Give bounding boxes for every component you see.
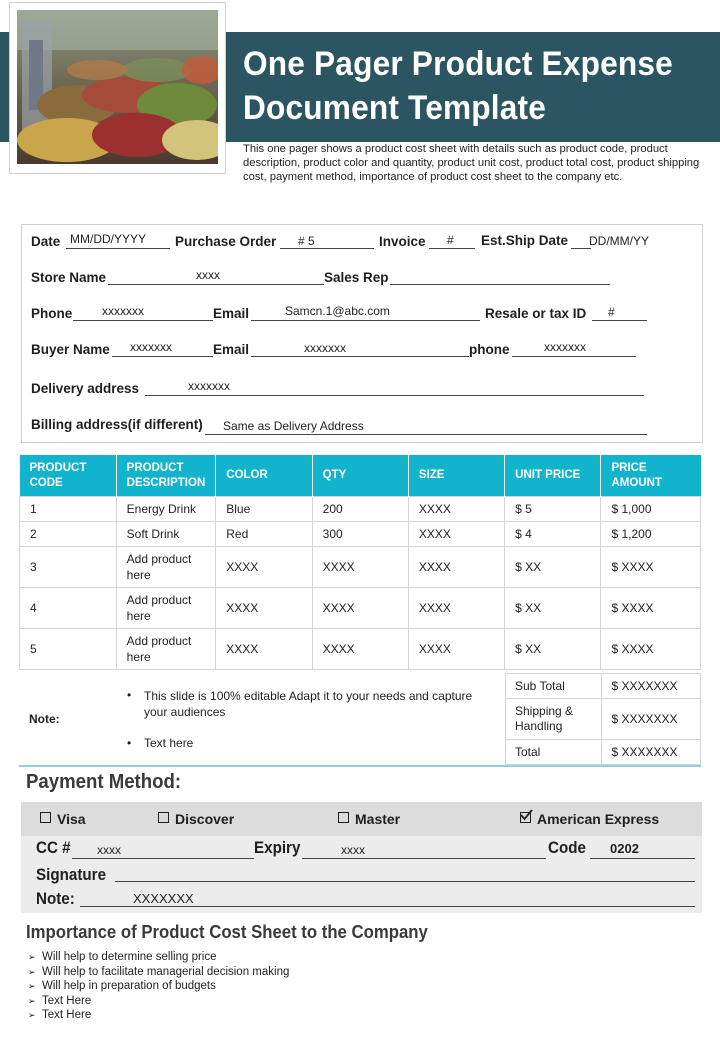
payment-note-label: Note: (36, 890, 75, 908)
signature-label: Signature (36, 866, 107, 884)
cell[interactable]: $ XX (505, 588, 601, 629)
cell[interactable]: $ XXXX (601, 588, 701, 629)
phone-value: xxxxxxx (102, 304, 144, 318)
phone-field[interactable] (73, 320, 213, 321)
amex-checkbox[interactable]: American Express (520, 811, 659, 827)
total-value[interactable]: $ XXXXXXX (602, 740, 701, 765)
list-item: ➢ Will help to determine selling price (28, 951, 217, 963)
cell[interactable]: Blue (216, 497, 312, 522)
date-field[interactable] (66, 248, 170, 249)
cc-label: CC # (36, 839, 71, 857)
header-size: SIZE (408, 455, 504, 497)
delivery-address-field[interactable] (145, 395, 644, 396)
code-field[interactable] (590, 858, 695, 859)
cell[interactable]: XXXX (312, 629, 408, 670)
shipping-label: Shipping & Handling (506, 699, 602, 740)
buyer-name-label: Buyer Name (31, 342, 110, 357)
cell[interactable]: XXXX (408, 547, 504, 588)
table-row (20, 497, 701, 522)
invoice-label: Invoice (379, 234, 426, 249)
note-bullet-1: This slide is 100% editable Adapt it to your needs and capture your audiences (144, 689, 473, 719)
page-title: One Pager Product Expense Document Template (243, 45, 673, 127)
table-row (20, 588, 701, 629)
discover-checkbox[interactable]: Discover (158, 811, 234, 827)
cc-field[interactable] (72, 858, 254, 859)
expiry-value: xxxx (341, 843, 365, 857)
cell[interactable]: XXXX (408, 497, 504, 522)
cell[interactable]: XXXX (312, 588, 408, 629)
purchase-order-field[interactable] (280, 248, 374, 249)
product-table (19, 455, 701, 670)
importance-title: Importance of Product Cost Sheet to the Company (26, 922, 428, 942)
table-row (20, 522, 701, 547)
header-product-code: PRODUCT CODE (20, 455, 117, 497)
payment-note-value: XXXXXXX (133, 891, 194, 906)
billing-address-label: Billing address(if different) (31, 417, 203, 432)
date-value: MM/DD/YYYY (70, 232, 147, 246)
sales-rep-label: Sales Rep (324, 270, 389, 285)
cell[interactable]: $ 5 (505, 497, 601, 522)
header-price-amount: PRICE AMOUNT (601, 455, 701, 497)
subtotal-label: Sub Total (506, 674, 602, 699)
cell[interactable]: XXXX (408, 588, 504, 629)
resale-tax-field[interactable] (592, 320, 647, 321)
cell[interactable]: Soft Drink (116, 522, 216, 547)
invoice-field[interactable] (429, 248, 475, 249)
note-bullet-2: Text here (144, 736, 194, 750)
payment-note-field[interactable] (80, 906, 695, 907)
resale-tax-value: # (608, 305, 615, 319)
cell[interactable]: Add product here (116, 629, 216, 670)
shipping-value[interactable]: $ XXXXXXX (602, 699, 701, 740)
email2-value: xxxxxxx (304, 341, 346, 355)
subtotal-value[interactable]: $ XXXXXXX (602, 674, 701, 699)
section-divider (19, 765, 701, 767)
phone2-field[interactable] (512, 356, 636, 357)
purchase-order-value: # 5 (298, 234, 315, 248)
store-name-value: xxxx (196, 268, 220, 282)
cell[interactable]: 5 (20, 629, 117, 670)
cell[interactable]: XXXX (408, 629, 504, 670)
store-name-field[interactable] (108, 284, 324, 285)
expiry-field[interactable] (302, 858, 546, 859)
arrow-bullet-icon: ➢ (28, 952, 36, 962)
email-label: Email (213, 306, 250, 321)
header-color: COLOR (216, 455, 312, 497)
cell[interactable]: $ 4 (505, 522, 601, 547)
cell[interactable]: $ XXXX (601, 629, 701, 670)
cell[interactable]: XXXX (216, 588, 312, 629)
code-value: 0202 (610, 841, 639, 856)
bullet-icon: • (127, 736, 132, 750)
arrow-bullet-icon: ➢ (28, 966, 36, 977)
buyer-name-field[interactable] (112, 356, 213, 357)
shipping-row (506, 699, 701, 740)
delivery-address-value: xxxxxxx (188, 379, 230, 393)
header-unit-price: UNIT PRICE (505, 455, 601, 497)
purchase-order-label: Purchase Order (175, 234, 277, 249)
page-subtitle: This one pager shows a product cost sheet with details such as product code, product description, product color and quantity, product unit cost, product total cost, product shipping cost, payment method, importance of product cost sheet to the company etc. (243, 143, 700, 183)
cell[interactable]: $ XX (505, 547, 601, 588)
sales-rep-field[interactable] (390, 284, 610, 285)
cell[interactable]: XXXX (216, 547, 312, 588)
bullet-icon: • (127, 688, 132, 702)
importance-list (28, 950, 289, 1023)
arrow-bullet-icon: ➢ (28, 995, 36, 1006)
buyer-name-value: xxxxxxx (130, 340, 172, 354)
notes-section (19, 673, 505, 765)
signature-field[interactable] (115, 881, 695, 882)
cell[interactable]: 4 (20, 588, 117, 629)
market-photo (17, 10, 218, 164)
phone-label: Phone (31, 306, 73, 321)
checkbox-icon (338, 812, 349, 823)
cell[interactable]: 200 (312, 497, 408, 522)
header-product-description: PRODUCT DESCRIPTION (116, 455, 216, 497)
expiry-label: Expiry (254, 839, 301, 857)
master-checkbox[interactable]: Master (338, 811, 400, 827)
cell[interactable]: XXXX (312, 547, 408, 588)
visa-checkbox[interactable]: Visa (40, 811, 86, 827)
cell[interactable]: Add product here (116, 588, 216, 629)
cell[interactable]: XXXX (408, 522, 504, 547)
billing-address-value: Same as Delivery Address (223, 419, 364, 433)
billing-address-field[interactable] (205, 434, 647, 435)
email2-label: Email (213, 342, 250, 357)
header-qty: QTY (312, 455, 408, 497)
email-field[interactable] (251, 320, 480, 321)
order-info-form (21, 224, 703, 443)
ship-date-value: DD/MM/YY (589, 234, 649, 248)
code-label: Code (548, 839, 586, 857)
list-item: ➢ Text Here (28, 994, 92, 1007)
totals-table (505, 673, 701, 765)
list-item: ➢ Will help to facilitate managerial decision making (28, 965, 290, 978)
table-row (20, 629, 701, 670)
phone2-value: xxxxxxx (544, 340, 586, 354)
cell[interactable]: $ 1,000 (601, 497, 701, 522)
arrow-bullet-icon: ➢ (28, 1010, 36, 1020)
cell[interactable]: Add product here (116, 547, 216, 588)
cell[interactable]: Energy Drink (116, 497, 216, 522)
ship-date-field[interactable] (571, 248, 591, 249)
cc-value: xxxx (97, 843, 121, 857)
arrow-bullet-icon: ➢ (28, 981, 36, 991)
cell[interactable]: 2 (20, 522, 117, 547)
table-header-row (20, 455, 701, 497)
total-label: Total (506, 740, 602, 765)
checkbox-icon (40, 812, 51, 823)
cell[interactable]: 1 (20, 497, 117, 522)
cell[interactable]: $ XXXX (601, 547, 701, 588)
checked-checkbox-icon (520, 812, 531, 823)
list-item: ➢ Text Here (28, 1009, 92, 1021)
ship-date-label: Est.Ship Date (481, 233, 569, 248)
notes-label: Note: (29, 712, 60, 726)
email2-field[interactable] (251, 356, 469, 357)
invoice-value: # (447, 233, 454, 247)
resale-tax-label: Resale or tax ID (485, 306, 587, 321)
list-item: ➢ Will help in preparation of budgets (28, 980, 216, 992)
phone2-label: phone (469, 342, 510, 357)
cell[interactable]: 300 (312, 522, 408, 547)
subtotal-row (506, 674, 701, 699)
email-value: Samcn.1@abc.com (285, 304, 390, 318)
cell[interactable]: 3 (20, 547, 117, 588)
total-row (506, 740, 701, 765)
date-label: Date (31, 234, 61, 249)
cell[interactable]: XXXX (216, 629, 312, 670)
store-name-label: Store Name (31, 270, 107, 285)
cell[interactable]: $ XX (505, 629, 601, 670)
checkbox-icon (158, 812, 169, 823)
payment-method-title: Payment Method: (26, 771, 182, 793)
cell[interactable]: $ 1,200 (601, 522, 701, 547)
table-row (20, 547, 701, 588)
cell[interactable]: Red (216, 522, 312, 547)
delivery-address-label: Delivery address (31, 381, 140, 396)
